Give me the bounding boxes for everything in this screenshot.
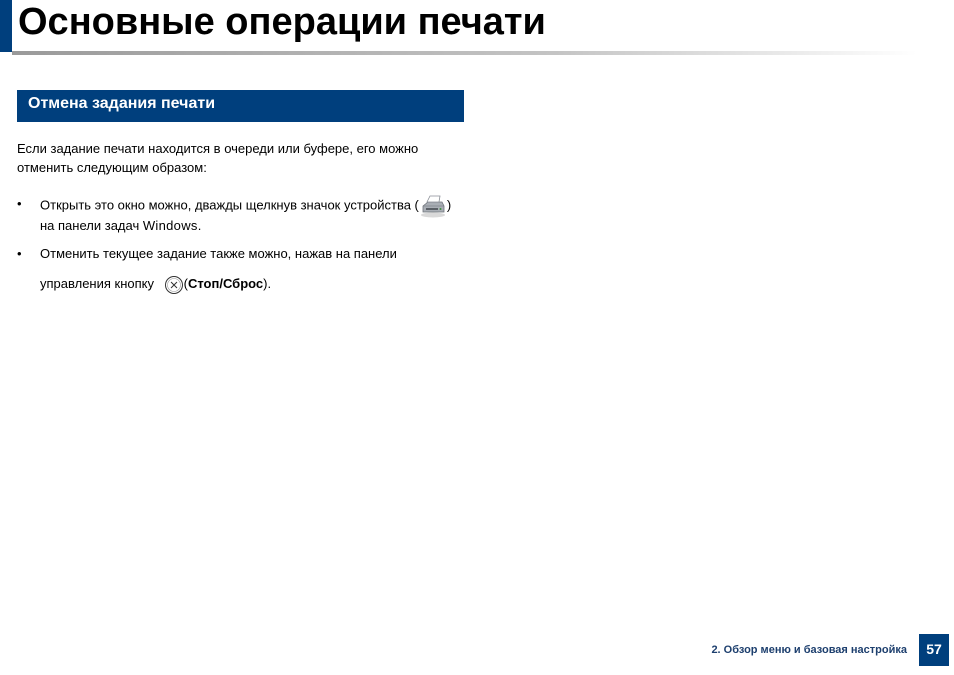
bullet-2-line-1: Отменить текущее задание также можно, нажав на панели: [40, 246, 397, 261]
bullet-2-paren-open: (: [183, 276, 188, 291]
bullet-1-paren-close: ): [446, 197, 452, 213]
bullet-1-text: Открыть это окно можно, дважды щелкнув значок устройства (: [40, 197, 419, 213]
intro-line-2: отменить следующим образом:: [17, 160, 207, 175]
bullet-marker: •: [17, 196, 22, 211]
bullet-2-panel-text: управления кнопку: [40, 276, 154, 291]
title-accent-bar: [0, 0, 12, 52]
intro-line-1: Если задание печати находится в очереди или буфере, его можно: [17, 141, 419, 156]
page-title: Основные операции печати: [18, 1, 546, 43]
bullet-2-line-2: [40, 274, 271, 295]
bullet-marker: •: [17, 246, 22, 261]
bullet-1-line-2: [40, 216, 201, 235]
bullet-1-period: .: [197, 218, 202, 233]
title-divider: [12, 51, 917, 55]
section-heading: Отмена задания печати: [28, 95, 216, 112]
windows-label: Windows: [142, 218, 198, 233]
stop-reset-label: Стоп/Сброс: [187, 276, 264, 291]
bullet-1-line-1: [40, 194, 451, 218]
footer-chapter-link[interactable]: 2. Обзор меню и базовая настройка: [711, 644, 907, 656]
bullet-1-taskbar-text: на панели задач: [40, 218, 143, 233]
printer-icon: [419, 194, 447, 218]
stop-reset-icon: [164, 275, 184, 295]
page-number: 57: [919, 634, 949, 666]
intro-paragraph: [17, 139, 467, 177]
bullet-2-paren-close: ).: [263, 276, 272, 291]
section-header: [17, 90, 464, 122]
